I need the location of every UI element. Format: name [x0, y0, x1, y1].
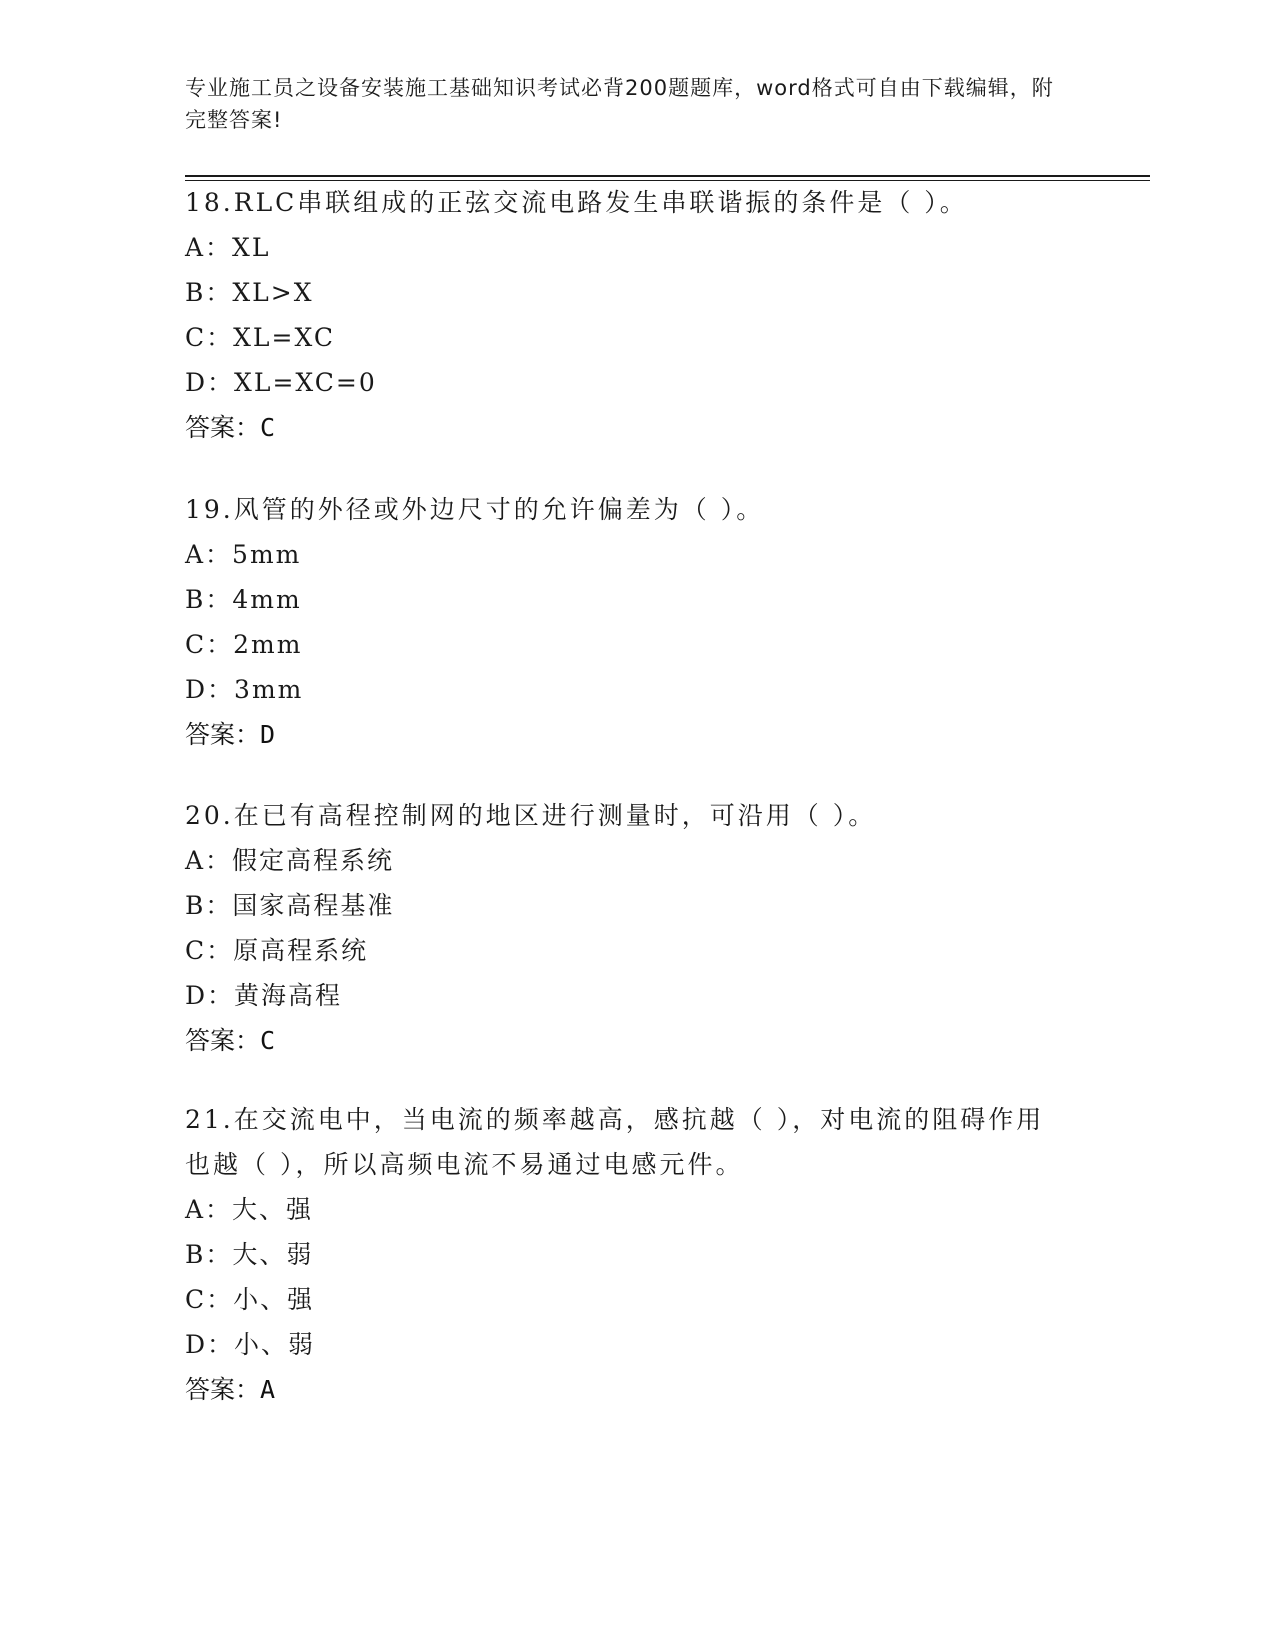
- option-c: C：原高程系统: [185, 936, 369, 965]
- answer-label: 答案：C: [185, 413, 276, 442]
- option-a: A：XL: [185, 233, 271, 262]
- option-d: D：3mm: [185, 675, 304, 704]
- page-header-title: 专业施工员之设备安装施工基础知识考试必背200题题库，word格式可自由下载编辑，附完整答案!: [185, 76, 1054, 132]
- option-b: B：国家高程基准: [185, 891, 395, 920]
- answer-label: 答案：C: [185, 1026, 276, 1055]
- question-stem: 21.在交流电中，当电流的频率越高，感抗越（ ），对电流的阻碍作用也越（ ），所以高频电流不易通过电感元件。: [185, 1105, 1045, 1179]
- question-stem: 19.风管的外径或外边尺寸的允许偏差为（ ）。: [185, 495, 765, 524]
- question-20: [185, 793, 1065, 1064]
- question-18: [185, 180, 1065, 451]
- answer-label: 答案：D: [185, 720, 276, 749]
- option-c: C：XL=XC: [185, 323, 335, 352]
- option-a: A：5mm: [185, 540, 302, 569]
- question-stem: 18.RLC串联组成的正弦交流电路发生串联谐振的条件是（ ）。: [185, 188, 968, 217]
- header-divider-thick: [185, 175, 1150, 177]
- option-d: D：黄海高程: [185, 981, 343, 1010]
- option-a: A：假定高程系统: [185, 846, 395, 875]
- question-21: [185, 1097, 1065, 1413]
- question-stem: 20.在已有高程控制网的地区进行测量时，可沿用（ ）。: [185, 801, 877, 830]
- answer-label: 答案：A: [185, 1375, 276, 1404]
- question-19: [185, 487, 1065, 758]
- option-b: B：4mm: [185, 585, 302, 614]
- option-d: D：XL=XC=0: [185, 368, 377, 397]
- option-b: B：XL>X: [185, 278, 314, 307]
- option-a: A：大、强: [185, 1195, 314, 1224]
- option-c: C：2mm: [185, 630, 303, 659]
- option-c: C：小、强: [185, 1285, 315, 1314]
- option-b: B：大、弱: [185, 1240, 314, 1269]
- option-d: D：小、弱: [185, 1330, 316, 1359]
